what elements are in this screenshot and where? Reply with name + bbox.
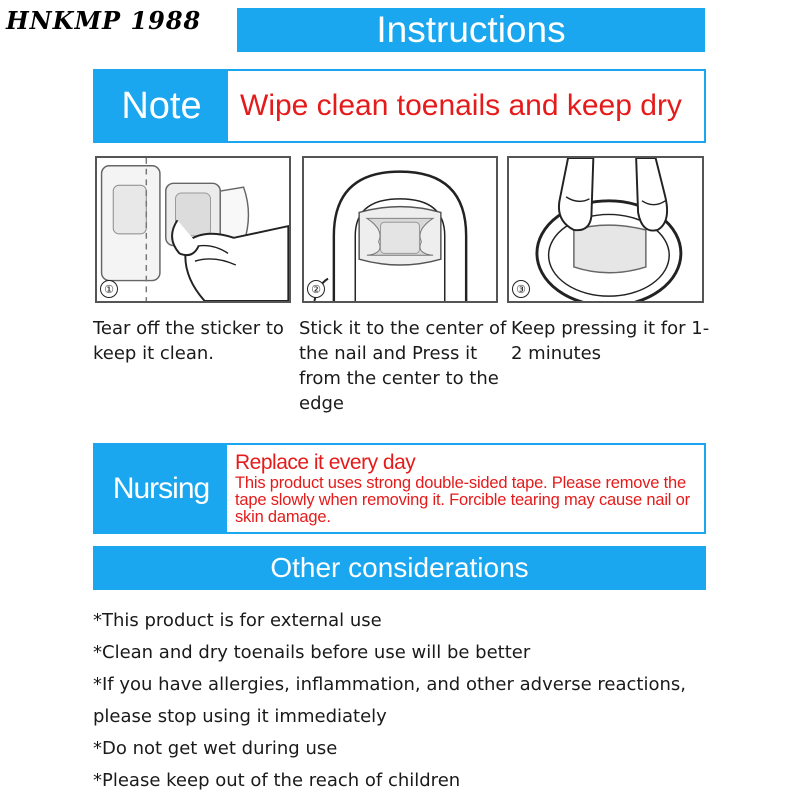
tear-sticker-illustration-icon — [97, 158, 289, 301]
page-title: Instructions — [376, 9, 566, 50]
other-considerations-banner — [93, 546, 706, 590]
press-patch-illustration-icon — [509, 158, 702, 301]
step-2-caption: Stick it to the center of the nail and Press it from the center to the edge — [299, 318, 507, 414]
step-2-number: ② — [307, 280, 325, 298]
step-3-caption: Keep pressing it for 1-2 minutes — [511, 318, 710, 364]
apply-patch-illustration-icon — [304, 158, 496, 301]
step-2-panel — [302, 156, 498, 303]
list-item: *Please keep out of the reach of children — [93, 770, 461, 791]
step-1-panel — [95, 156, 291, 303]
nursing-content — [227, 445, 704, 532]
step-1-caption: Tear off the sticker to keep it clean. — [93, 318, 284, 364]
list-item: *Do not get wet during use — [93, 738, 338, 759]
considerations-list — [93, 605, 713, 797]
instructions-banner — [237, 8, 705, 52]
nursing-title: Replace it every day — [235, 451, 416, 474]
nursing-body: This product uses strong double-sided tape. Please remove the tape slowly when removing it. Forcible tearing may cause nail or skin damage. — [235, 474, 690, 526]
nursing-box — [93, 443, 706, 534]
step-1-number: ① — [100, 280, 118, 298]
note-label: Note — [95, 71, 228, 141]
list-item: *This product is for external use — [93, 610, 382, 631]
note-box — [93, 69, 706, 143]
list-item: *Clean and dry toenails before use will be better — [93, 642, 531, 663]
watermark: HNKMP 1988 — [6, 6, 202, 35]
list-item: *If you have allergies, inflammation, and other adverse reactions, please stop using it immediately — [93, 674, 686, 727]
nursing-label: Nursing — [95, 445, 227, 532]
note-text: Wipe clean toenails and keep dry — [240, 89, 682, 122]
step-3-number: ③ — [512, 280, 530, 298]
other-considerations-title: Other considerations — [270, 552, 529, 583]
step-3-panel — [507, 156, 704, 303]
